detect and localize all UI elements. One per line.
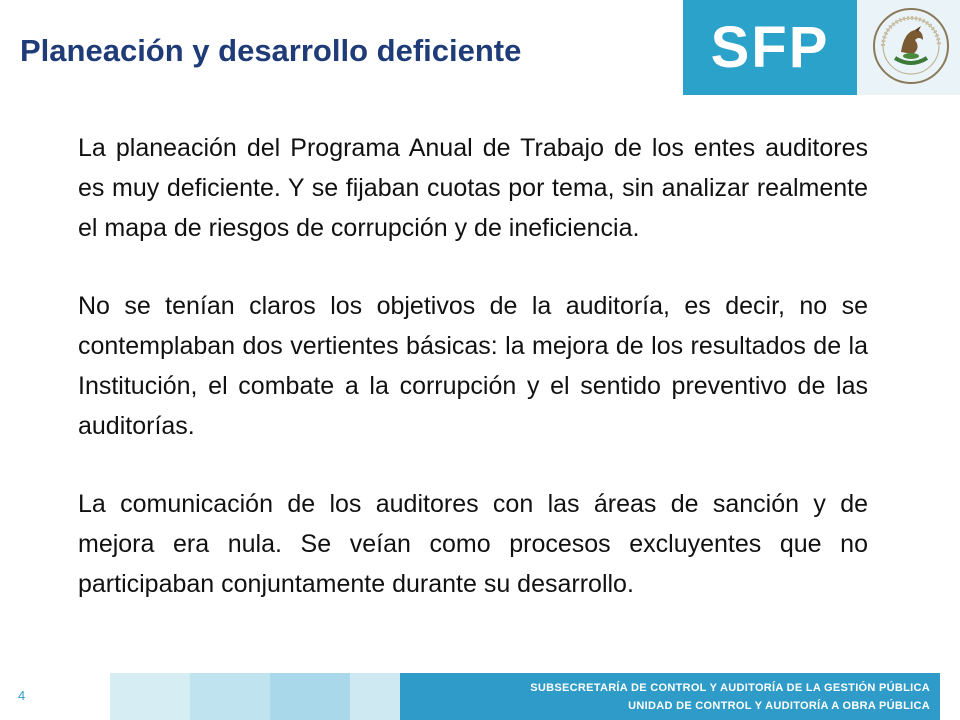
footer-subsecretaria: SUBSECRETARÍA DE CONTROL Y AUDITORÍA DE LA GESTIÓN PÚBLICA <box>530 682 930 694</box>
footer-bar <box>0 673 960 720</box>
paragraph-communication: La comunicación de los auditores con las áreas de sanción y de mejora era nula. Se veían como procesos excluyentes que no participaban conjuntamente durante su desarrollo. <box>78 490 868 598</box>
header-brand <box>683 0 960 95</box>
slide-title: Planeación y desarrollo deficiente <box>20 33 522 68</box>
mexican-coat-of-arms-icon <box>871 6 951 86</box>
footer-unidad: UNIDAD DE CONTROL Y AUDITORÍA A OBRA PÚBLICA <box>628 700 930 712</box>
body-text <box>78 128 868 642</box>
sfp-logo-text: SFP <box>710 15 830 80</box>
paragraph-planning: La planeación del Programa Anual de Trabajo de los entes auditores es muy deficiente. Y se fijaban cuotas por tema, sin analizar realmente el mapa de riesgos de corrupción y de ineficiencia. <box>78 134 868 242</box>
page-number: 4 <box>18 688 26 703</box>
paragraph-objectives: No se tenían claros los objetivos de la auditoría, es decir, no se contemplaban dos vertientes básicas: la mejora de los resultados de la Institución, el combate a la corrupción y el sentido preventivo de las auditorías. <box>78 292 868 440</box>
sfp-logo <box>683 0 857 95</box>
